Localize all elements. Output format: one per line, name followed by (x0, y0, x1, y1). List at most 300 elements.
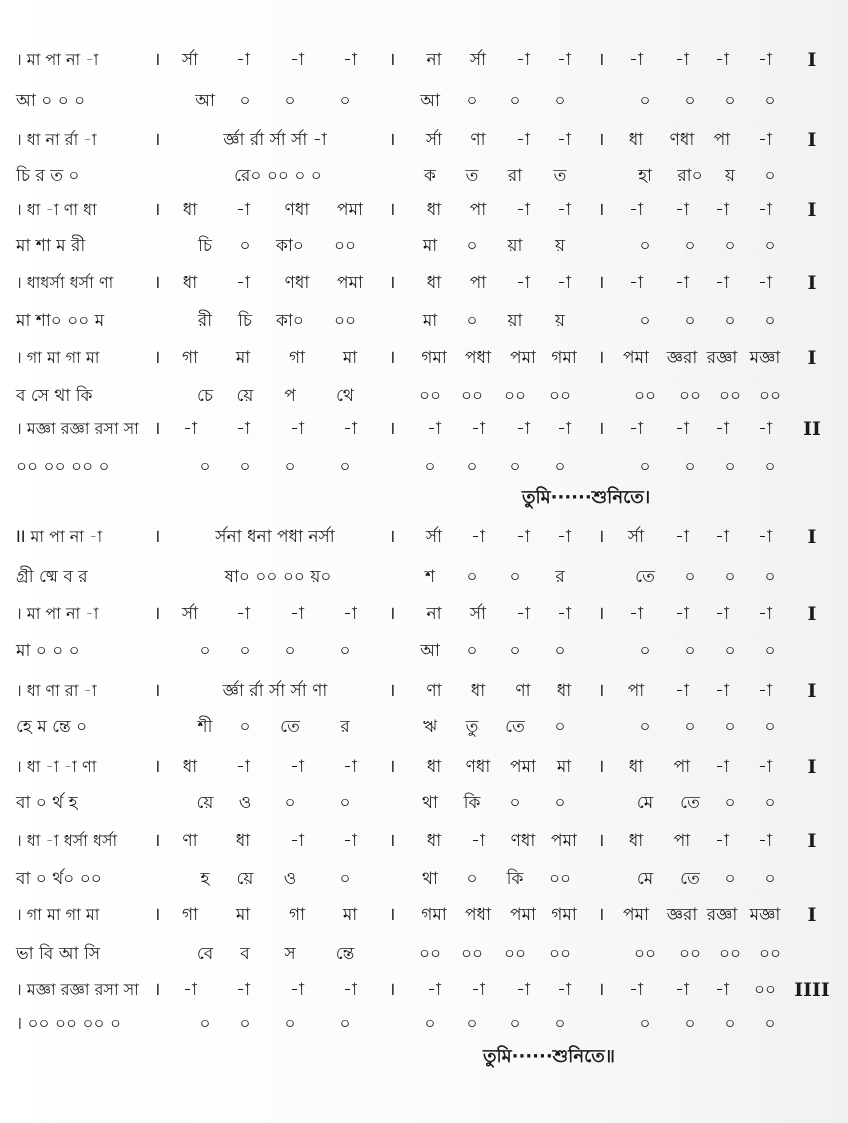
lyric-cell: ০০ (333, 236, 357, 256)
note-cell: র্সনা ধনা পধা নর্সা (215, 527, 335, 547)
lyric-cell: চি র ত ০ (16, 166, 80, 186)
lyric-cell: হ (200, 869, 210, 889)
lyric-cell: য়ে (236, 386, 254, 406)
lyric-cell: ০ (724, 567, 736, 587)
lyric-cell: ০০ (718, 944, 742, 964)
note-cell: -া (471, 831, 485, 851)
line-end-mark: I (807, 603, 817, 625)
lyric-cell: তে (505, 717, 525, 737)
lyric-cell: ০ (764, 91, 776, 111)
note-cell: পমা (510, 905, 536, 925)
note-cell: -া (758, 50, 772, 70)
lyric-cell: কি (463, 793, 481, 813)
barline: । (597, 129, 605, 150)
note-cell: -া (236, 757, 250, 777)
note-cell: -া (557, 419, 571, 439)
note-cell: । গা মা গা মা (16, 905, 100, 924)
lyric-cell: রী (197, 311, 213, 331)
note-cell: II মা পা না -া (16, 527, 103, 546)
note-cell: -া (236, 273, 250, 293)
lyric-cell: ০ (466, 869, 478, 889)
lyric-cell: ০ (509, 641, 521, 661)
lyric-cell: ০ (684, 311, 696, 331)
note-cell: গা (181, 905, 199, 925)
barline: । (388, 979, 396, 1000)
notation-row (0, 599, 848, 629)
lyric-cell: ০০ (718, 386, 742, 406)
note-cell: পা (627, 681, 645, 701)
note-cell: র্সা (181, 50, 199, 70)
note-cell: -া (290, 419, 304, 439)
lyric-row (0, 562, 848, 592)
note-cell: রজ্ঞা (706, 348, 738, 368)
note-cell: ধা (628, 757, 644, 777)
note-cell: -া (516, 527, 530, 547)
barline: । (153, 347, 161, 368)
line-end-mark: I (807, 526, 817, 548)
note-cell: ধা (426, 757, 442, 777)
note-cell: -া (557, 130, 571, 150)
lyric-cell: ০০ (758, 944, 782, 964)
note-cell: -া (471, 527, 485, 547)
lyric-cell: মা (422, 236, 438, 256)
note-cell: গমা (551, 905, 577, 925)
note-cell: -া (629, 419, 643, 439)
note-cell: । মজ্ঞা রজ্ঞা রসা সা (16, 419, 139, 438)
note-cell: ধা (235, 831, 251, 851)
note-cell: গমা (421, 905, 447, 925)
lyric-cell: । ০০ ০০ ০০ ০ (16, 1014, 122, 1034)
lyric-cell: ব (240, 944, 250, 964)
lyric-cell: র (555, 567, 565, 587)
note-cell: রজ্ঞা (706, 905, 738, 925)
note-cell: -া (675, 980, 689, 1000)
lyric-cell: গ্রী ষ্মে ব র (16, 567, 88, 587)
lyric-cell: রা০ (677, 166, 703, 186)
note-cell: ধা (182, 757, 198, 777)
lyric-cell: ত (553, 166, 567, 186)
lyric-cell: ০ (684, 1014, 696, 1034)
line-end-mark: I (807, 199, 817, 221)
note-cell: -া (236, 50, 250, 70)
note-cell: -া (629, 50, 643, 70)
lyric-cell: ০ (239, 457, 251, 477)
note-cell: জ্ঞরা (666, 348, 698, 368)
barline: । (153, 830, 161, 851)
lyric-row (0, 86, 848, 116)
note-cell: র্জ্ঞা র্রা র্সা র্সা -া (223, 130, 327, 150)
lyric-cell: ০ (724, 91, 736, 111)
lyric-row (0, 712, 848, 742)
lyric-cell: ০০ (548, 944, 572, 964)
note-cell: -া (236, 980, 250, 1000)
note-cell: -া (715, 419, 729, 439)
lyric-cell: ০ (684, 641, 696, 661)
lyric-cell: ০ (466, 91, 478, 111)
barline: । (597, 756, 605, 777)
note-cell: র্সা (425, 130, 443, 150)
lyric-cell: থা (422, 793, 438, 813)
note-cell: । ধা ণা রা -া (16, 681, 97, 700)
lyric-cell: ০ (199, 641, 211, 661)
notation-row (0, 125, 848, 155)
lyric-cell: মা শা০ ০০ ম (16, 311, 105, 331)
note-cell: -া (343, 419, 357, 439)
note-cell: মা (556, 757, 572, 777)
lyric-row (0, 636, 848, 666)
note-cell: -া (236, 200, 250, 220)
lyric-cell: ০০ (548, 386, 572, 406)
note-cell: গা (288, 905, 306, 925)
lyric-cell: মে (636, 793, 654, 813)
note-cell: -া (758, 527, 772, 547)
barline: । (597, 526, 605, 547)
note-cell: না (426, 604, 442, 624)
note-cell: -া (290, 831, 304, 851)
note-cell: -া (557, 273, 571, 293)
note-cell: -া (516, 130, 530, 150)
line-end-mark: I (807, 904, 817, 926)
lyric-cell: য়া (507, 236, 523, 256)
note-cell: -া (715, 831, 729, 851)
note-cell: পমা (623, 348, 649, 368)
lyric-cell: ০০ (678, 386, 702, 406)
lyric-cell: ০ (639, 1014, 651, 1034)
lyric-cell: ০ (284, 1014, 296, 1034)
note-cell: মজ্ঞা (749, 905, 781, 925)
refrain-caption-1: তুমি······শুনিতে। (522, 487, 651, 508)
lyric-cell: ০ (339, 457, 351, 477)
note-cell: -া (557, 980, 571, 1000)
refrain-caption-2: তুমি······শুনিতে॥ (483, 1046, 615, 1067)
lyric-cell: ০ (339, 869, 351, 889)
barline: । (388, 603, 396, 624)
barline: । (388, 129, 396, 150)
lyric-cell: ০০ (678, 944, 702, 964)
barline: । (153, 418, 161, 439)
lyric-cell: ০০ (418, 944, 442, 964)
note-cell: -া (758, 604, 772, 624)
note-cell: । ধা -া ণা ধা (16, 200, 97, 219)
note-cell: -া (516, 604, 530, 624)
note-cell: ধা (426, 200, 442, 220)
note-cell: র্জ্ঞা র্রা র্সা র্সা ণা (222, 681, 328, 701)
note-cell: গমা (421, 348, 447, 368)
note-cell: পমা (623, 905, 649, 925)
barline: । (153, 979, 161, 1000)
lyric-cell: চি (237, 311, 253, 331)
note-cell: -া (516, 419, 530, 439)
lyric-cell: ০ (684, 91, 696, 111)
lyric-cell: ০ (199, 457, 211, 477)
lyric-row (0, 788, 848, 818)
note-cell: ণা (426, 681, 442, 701)
lyric-cell: ০ (509, 457, 521, 477)
lyric-cell: ০০ (460, 944, 484, 964)
note-cell: ণধা (510, 831, 536, 851)
note-cell: ণধা (465, 757, 491, 777)
lyric-cell: ০ (509, 91, 521, 111)
lyric-cell: স (284, 944, 296, 964)
barline: । (597, 603, 605, 624)
notation-row (0, 900, 848, 930)
note-cell: -া (516, 50, 530, 70)
note-cell: ধা (628, 831, 644, 851)
lyric-row (0, 1009, 848, 1039)
barline: । (388, 199, 396, 220)
note-cell: -া (715, 273, 729, 293)
lyric-cell: তু (465, 717, 479, 737)
barline: । (597, 347, 605, 368)
lyric-cell: ০ (239, 641, 251, 661)
notation-row (0, 45, 848, 75)
notation-row (0, 195, 848, 225)
lyric-cell: ০ (684, 567, 696, 587)
lyric-cell: প (284, 386, 296, 406)
note-cell: -া (629, 200, 643, 220)
lyric-cell: ০ (339, 1014, 351, 1034)
note-cell: -া (236, 419, 250, 439)
lyric-cell: ০ (554, 793, 566, 813)
note-cell: । মজ্ঞা রজ্ঞা রসা সা (16, 980, 139, 999)
lyric-cell: আ (195, 91, 215, 111)
lyric-cell: ০ (554, 641, 566, 661)
lyric-cell: ০ (764, 311, 776, 331)
note-cell: পা (469, 273, 487, 293)
lyric-cell: ০ (764, 869, 776, 889)
lyric-cell: চে (196, 386, 214, 406)
lyric-cell: ০ (764, 567, 776, 587)
note-cell: -া (629, 604, 643, 624)
lyric-cell: ০ (724, 311, 736, 331)
line-end-mark: II (803, 418, 821, 440)
lyric-cell: আ ০ ০ ০ (16, 91, 86, 111)
lyric-cell: ০ (509, 793, 521, 813)
lyric-cell: শ (424, 567, 436, 587)
barline: । (388, 830, 396, 851)
lyric-cell: ও (238, 793, 252, 813)
lyric-cell: মা (422, 311, 438, 331)
lyric-cell: ০ (284, 793, 296, 813)
lyric-cell: য় (554, 311, 566, 331)
lyric-cell: ০ (509, 567, 521, 587)
barline: । (388, 418, 396, 439)
note-cell: পধা (465, 905, 491, 925)
note-cell: -া (557, 527, 571, 547)
lyric-cell: ০ (239, 717, 251, 737)
note-cell: -া (427, 980, 441, 1000)
lyric-cell: আ (420, 91, 440, 111)
note-cell: পধা (465, 348, 491, 368)
barline: । (597, 49, 605, 70)
note-cell: -া (758, 757, 772, 777)
note-cell: । গা মা গা মা (16, 348, 100, 367)
lyric-cell: বে (196, 944, 214, 964)
line-end-mark: I (807, 272, 817, 294)
lyric-cell: ০ (639, 311, 651, 331)
notation-row (0, 343, 848, 373)
lyric-cell: ০ (764, 793, 776, 813)
lyric-cell: ০ (724, 641, 736, 661)
lyric-row (0, 161, 848, 191)
line-end-mark: IIII (794, 979, 830, 1001)
note-cell: গা (288, 348, 306, 368)
lyric-cell: হা (638, 166, 652, 186)
note-cell: -া (516, 200, 530, 220)
lyric-cell: ত (465, 166, 479, 186)
lyric-cell: ষা০ ০০ ০০ য়০ (224, 567, 332, 587)
lyric-cell: ০ (466, 311, 478, 331)
lyric-cell: ০ (466, 457, 478, 477)
note-cell: -া (629, 980, 643, 1000)
note-cell: -া (715, 681, 729, 701)
lyric-cell: ক (424, 166, 436, 186)
note-cell: গা (181, 348, 199, 368)
lyric-cell: ০ (466, 1014, 478, 1034)
lyric-cell: ০ (554, 1014, 566, 1034)
lyric-row (0, 939, 848, 969)
barline: । (597, 272, 605, 293)
lyric-cell: ০ (284, 641, 296, 661)
note-cell: ০০ (753, 980, 777, 1000)
note-cell: -া (290, 980, 304, 1000)
lyric-row (0, 231, 848, 261)
note-cell: -া (715, 980, 729, 1000)
note-cell: ধা (426, 831, 442, 851)
note-cell: পা (713, 130, 731, 150)
note-cell: -া (557, 200, 571, 220)
barline: । (597, 418, 605, 439)
lyric-cell: ০ (284, 457, 296, 477)
note-cell: -া (675, 681, 689, 701)
lyric-cell: ০ (724, 717, 736, 737)
lyric-cell: বা ০ র্থ০ ০০ (16, 869, 102, 889)
lyric-cell: রা (507, 166, 523, 186)
lyric-cell: ০০ (333, 311, 357, 331)
lyric-cell: ০ (724, 793, 736, 813)
barline: । (597, 979, 605, 1000)
lyric-cell: ন্তে (335, 944, 355, 964)
note-cell: ধা (470, 681, 486, 701)
barline: । (597, 904, 605, 925)
lyric-cell: মা ০ ০ ০ (16, 641, 80, 661)
note-cell: মা (342, 905, 358, 925)
lyric-cell: ০ (639, 641, 651, 661)
notation-row (0, 522, 848, 552)
notation-row (0, 752, 848, 782)
lyric-cell: ০ (554, 457, 566, 477)
notation-row (0, 414, 848, 444)
lyric-cell: ০ (284, 91, 296, 111)
lyric-cell: ০০ (758, 386, 782, 406)
lyric-cell: ০ (639, 91, 651, 111)
line-end-mark: I (807, 347, 817, 369)
lyric-cell: য় (724, 166, 736, 186)
notation-row (0, 826, 848, 856)
note-cell: মা (342, 348, 358, 368)
lyric-cell: ০ (239, 1014, 251, 1034)
barline: । (388, 272, 396, 293)
note-cell: ণধা (284, 273, 310, 293)
lyric-cell: থে (336, 386, 354, 406)
note-cell: পা (673, 757, 691, 777)
note-cell: গমা (551, 348, 577, 368)
lyric-cell: ০ (724, 236, 736, 256)
lyric-cell: শী (197, 717, 213, 737)
note-cell: -া (183, 419, 197, 439)
note-cell: পমা (337, 200, 363, 220)
lyric-cell: ০ (199, 1014, 211, 1034)
note-cell: -া (343, 831, 357, 851)
barline: । (153, 756, 161, 777)
note-cell: -া (343, 980, 357, 1000)
barline: । (597, 199, 605, 220)
barline: । (597, 680, 605, 701)
lyric-cell: বা ০ র্থ হ (16, 793, 78, 813)
barline: । (153, 526, 161, 547)
lyric-cell: য়ে (236, 869, 254, 889)
lyric-cell: ০ (764, 717, 776, 737)
barline: । (388, 904, 396, 925)
lyric-row (0, 306, 848, 336)
line-end-mark: I (807, 756, 817, 778)
barline: । (153, 680, 161, 701)
barline: । (153, 272, 161, 293)
lyric-row (0, 864, 848, 894)
note-cell: পা (469, 200, 487, 220)
note-cell: র্সা (425, 527, 443, 547)
lyric-cell: মে (636, 869, 654, 889)
barline: । (388, 49, 396, 70)
lyric-cell: ০ (466, 641, 478, 661)
note-cell: -া (183, 980, 197, 1000)
lyric-cell: ০ (764, 641, 776, 661)
note-cell: -া (557, 604, 571, 624)
lyric-cell: য়ে (196, 793, 214, 813)
lyric-cell: ০ (684, 236, 696, 256)
barline: । (388, 680, 396, 701)
note-cell: ণধা (284, 200, 310, 220)
barline: । (153, 129, 161, 150)
note-cell: পমা (510, 757, 536, 777)
lyric-cell: ০ (764, 1014, 776, 1034)
note-cell: ধা (426, 273, 442, 293)
note-cell: -া (758, 419, 772, 439)
lyric-cell: কা০ (276, 236, 304, 256)
note-cell: ধা (556, 681, 572, 701)
lyric-cell: ০০ ০০ ০০ ০ (16, 457, 110, 477)
barline: । (597, 830, 605, 851)
note-cell: জ্ঞরা (666, 905, 698, 925)
lyric-cell: ০ (724, 1014, 736, 1034)
barline: । (153, 49, 161, 70)
barline: । (388, 756, 396, 777)
line-end-mark: I (807, 49, 817, 71)
lyric-cell: ০ (639, 457, 651, 477)
note-cell: -া (427, 419, 441, 439)
note-cell: মা (235, 905, 251, 925)
note-cell: র্সা (469, 50, 487, 70)
lyric-cell: ০ (339, 793, 351, 813)
lyric-row (0, 452, 848, 482)
note-cell: -া (290, 50, 304, 70)
note-cell: -া (471, 419, 485, 439)
barline: । (388, 347, 396, 368)
note-cell: র্সা (469, 604, 487, 624)
note-cell: -া (758, 831, 772, 851)
lyric-cell: হে ম ন্তে ০ (16, 717, 88, 737)
note-cell: র্সা (627, 527, 645, 547)
